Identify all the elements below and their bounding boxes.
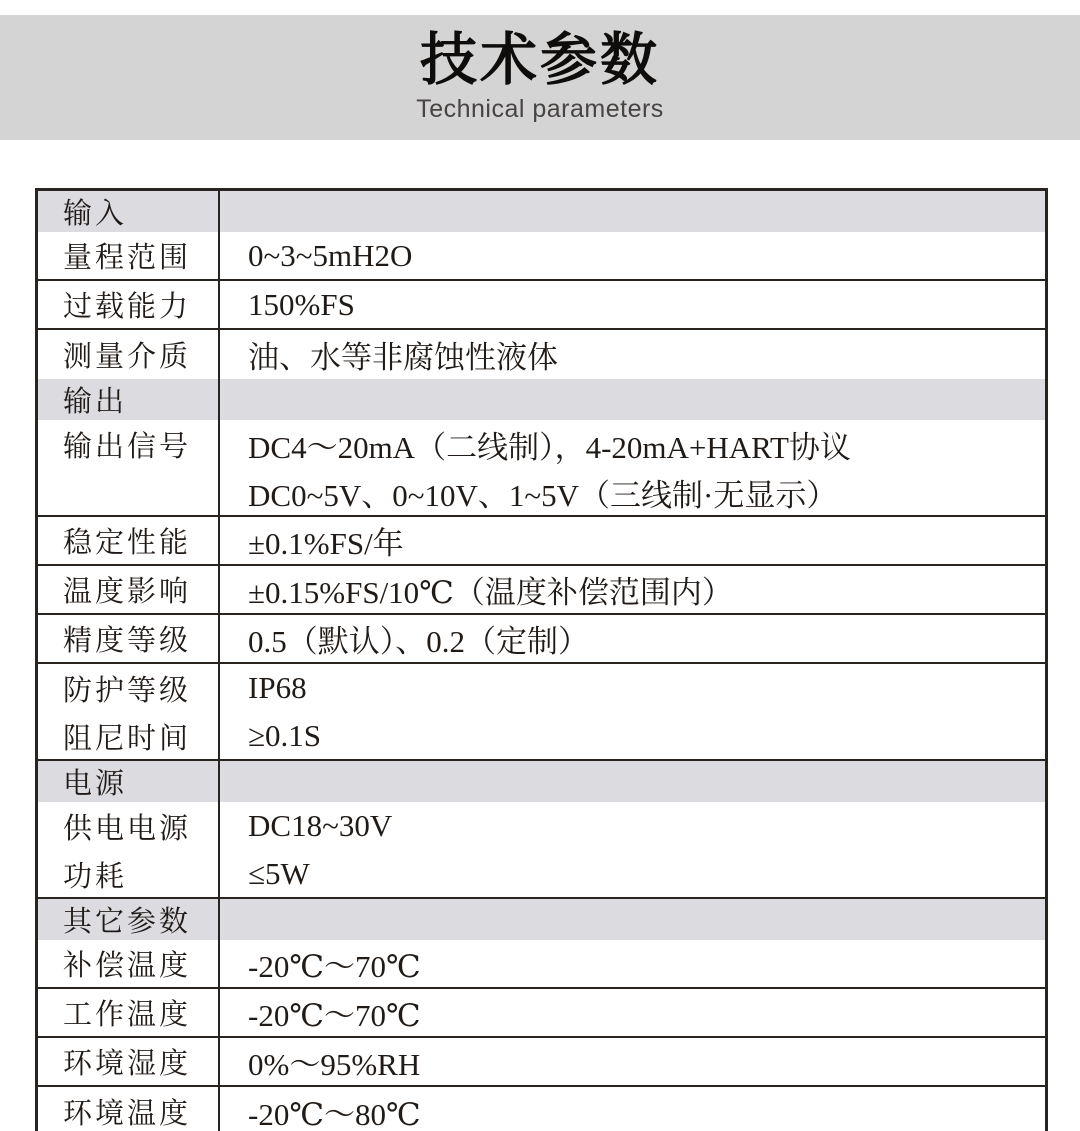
table-row-protection-damping [38, 664, 1045, 761]
row-label-cell [38, 1087, 220, 1131]
row-value: 油、水等非腐蚀性液体 [248, 340, 558, 375]
row-value: ±0.1%FS/年 [248, 526, 404, 561]
section-label-cell [38, 379, 220, 420]
row-value: 0%～95%RH [248, 1047, 421, 1082]
row-value-consumption: ≤5W [248, 856, 310, 891]
row-value-line1: DC4～20mA（二线制），4-20mA+HART协议 [248, 429, 851, 465]
page-subtitle: Technical parameters [416, 94, 664, 123]
section-value-cell [220, 761, 1045, 802]
row-value: 0.5（默认）、0.2（定制） [248, 624, 589, 659]
table-row-range [38, 232, 1045, 281]
section-row-power [38, 761, 1045, 802]
row-value-cell [220, 940, 1045, 987]
section-label-cell [38, 191, 220, 232]
section-value-cell [220, 191, 1045, 232]
section-value-cell [220, 379, 1045, 420]
section-label: 其它参数 [63, 906, 192, 938]
section-row-input [38, 191, 1045, 232]
row-label-cell [38, 664, 220, 759]
row-value: -20℃～80℃ [248, 1097, 421, 1131]
row-label-cell [38, 1038, 220, 1085]
row-value-cell [220, 989, 1045, 1036]
row-label-cell [38, 517, 220, 564]
row-value-cell [220, 664, 1045, 759]
row-label: 量程范围 [63, 242, 192, 274]
table-row-output-signal [38, 420, 1045, 517]
row-value: ±0.15%FS/10℃（温度补偿范围内） [248, 575, 733, 610]
row-label: 稳定性能 [63, 527, 192, 559]
section-row-other [38, 899, 1045, 940]
table-row-ambient-temp [38, 1087, 1045, 1131]
section-row-output [38, 379, 1045, 420]
specs-table [35, 188, 1048, 1131]
table-row-ambient-humidity [38, 1038, 1045, 1087]
row-value-cell [220, 232, 1045, 279]
row-value-damping: ≥0.1S [248, 718, 322, 753]
row-label: 精度等级 [63, 625, 192, 657]
table-row-medium [38, 330, 1045, 379]
row-label-cell [38, 330, 220, 379]
row-label-cell [38, 615, 220, 662]
row-label-cell [38, 566, 220, 613]
row-value-cell [220, 517, 1045, 564]
row-value-cell [220, 1038, 1045, 1085]
section-value-cell [220, 899, 1045, 940]
row-label: 温度影响 [63, 576, 192, 608]
row-value-cell [220, 566, 1045, 613]
row-label-supply: 供电电源 [63, 812, 192, 845]
table-row-comp-temp [38, 940, 1045, 989]
table-row-supply-consumption [38, 802, 1045, 899]
row-label: 补偿温度 [63, 950, 192, 982]
row-value-supply: DC18~30V [248, 808, 393, 843]
row-label-cell [38, 281, 220, 328]
row-value-cell [220, 802, 1045, 897]
table-row-accuracy [38, 615, 1045, 664]
row-label-cell [38, 420, 220, 515]
row-value: 150%FS [248, 286, 355, 322]
row-label: 过载能力 [63, 291, 192, 323]
row-label-consumption: 功耗 [63, 860, 128, 893]
page-title: 技术参数 [420, 28, 660, 93]
row-label-cell [38, 940, 220, 987]
row-label: 输出信号 [63, 430, 192, 463]
row-label-cell [38, 989, 220, 1036]
row-value-line2: DC0~5V、0~10V、1~5V（三线制·无显示） [248, 477, 838, 513]
title-banner [0, 15, 1080, 140]
row-label: 工作温度 [63, 999, 192, 1031]
row-label-cell [38, 232, 220, 279]
row-value: -20℃～70℃ [248, 949, 421, 984]
table-row-stability [38, 517, 1045, 566]
section-label-cell [38, 899, 220, 940]
row-label: 测量介质 [63, 341, 192, 373]
section-label-cell [38, 761, 220, 802]
row-value-cell [220, 615, 1045, 662]
table-row-overload [38, 281, 1045, 330]
row-label-damping: 阻尼时间 [63, 722, 192, 755]
table-row-work-temp [38, 989, 1045, 1038]
table-row-temp-effect [38, 566, 1045, 615]
row-value-cell [220, 330, 1045, 379]
section-label: 输入 [63, 198, 128, 230]
row-label: 环境湿度 [63, 1048, 192, 1080]
row-label: 环境温度 [63, 1098, 192, 1130]
section-label: 电源 [63, 768, 128, 800]
row-label-cell [38, 802, 220, 897]
row-value-cell [220, 281, 1045, 328]
row-value-protection: IP68 [248, 670, 307, 705]
row-label-protection: 防护等级 [63, 674, 192, 707]
section-label: 输出 [63, 386, 128, 418]
row-value-cell [220, 1087, 1045, 1131]
row-value: -20℃～70℃ [248, 998, 421, 1033]
row-value-cell [220, 420, 1045, 515]
row-value: 0~3~5mH2O [248, 237, 413, 273]
